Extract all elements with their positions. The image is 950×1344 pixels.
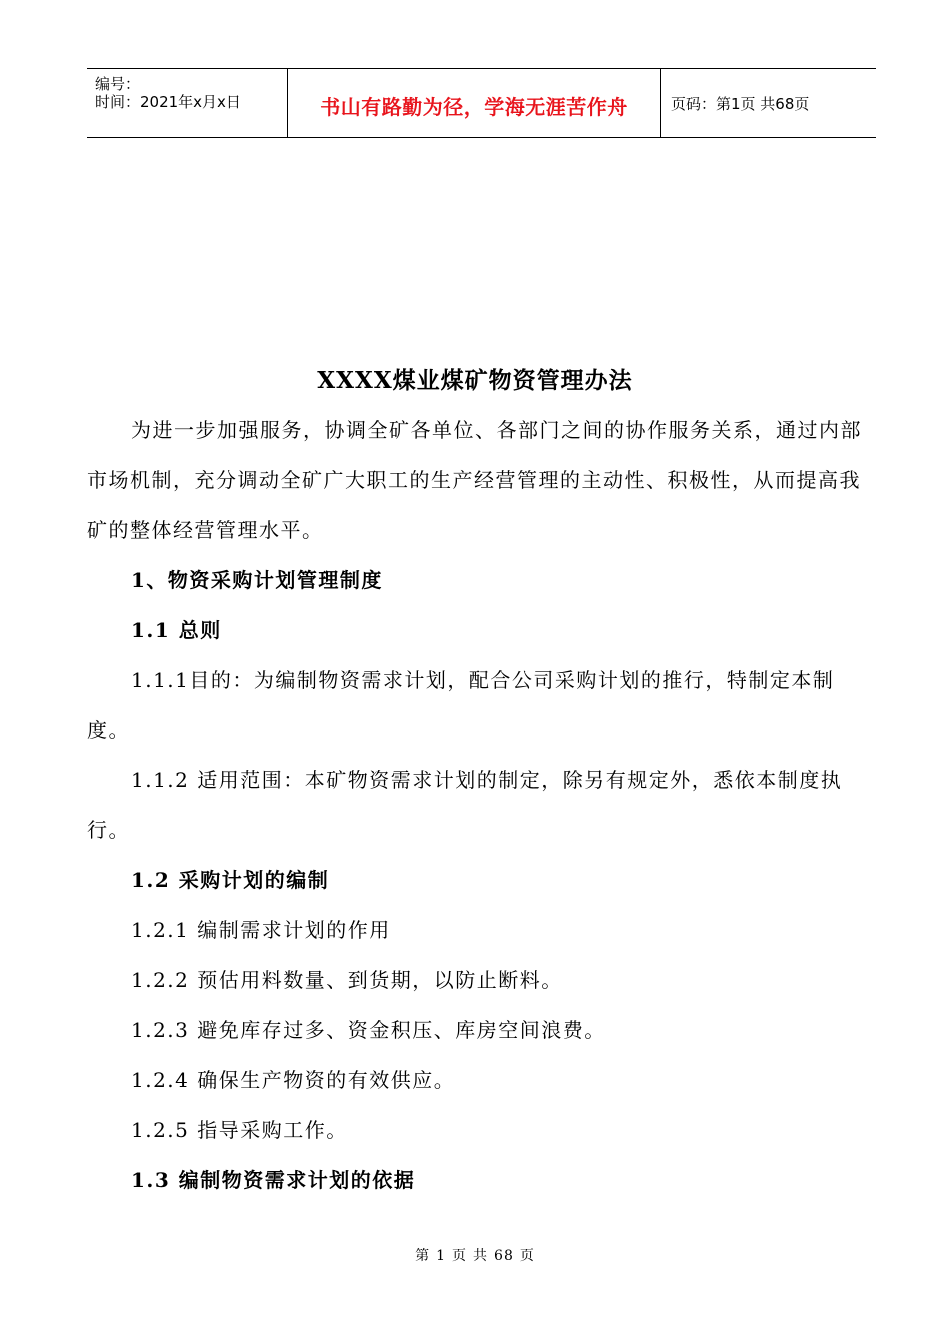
page-footer	[0, 1245, 950, 1265]
section-1-1-heading: 1.1 总则	[131, 618, 222, 642]
footer-gong: 共	[473, 1248, 489, 1264]
section-1-heading: 1、物资采购计划管理制度	[131, 568, 383, 592]
paragraph-1-1-1: 1.1.1目的：为编制物资需求计划，配合公司采购计划的推行，特制定本制度。	[87, 668, 835, 742]
header-page-cell	[661, 69, 876, 137]
time-label: 时间：2021年x月x日	[95, 93, 241, 111]
footer-page-number: 1	[436, 1248, 447, 1264]
header-motto-cell	[288, 69, 661, 137]
intro-paragraph: 为进一步加强服务，协调全矿各单位、各部门之间的协作服务关系，通过内部市场机制，充分调动全矿广大职工的生产经营管理的主动性、积极性，从而提高我矿的整体经营管理水平。	[87, 418, 862, 542]
paragraph-1-2-3: 1.2.3 避免库存过多、资金积压、库房空间浪费。	[131, 1018, 606, 1042]
footer-ye: 页	[452, 1248, 468, 1264]
paragraph-1-2-2: 1.2.2 预估用料数量、到货期，以防止断料。	[131, 968, 563, 992]
document-title: XXXX煤业煤矿物资管理办法	[317, 367, 633, 394]
section-1-2-heading: 1.2 采购计划的编制	[131, 868, 330, 892]
paragraph-1-2-4: 1.2.4 确保生产物资的有效供应。	[131, 1068, 456, 1092]
paragraph-1-2-1: 1.2.1 编制需求计划的作用	[131, 918, 391, 942]
footer-ye-2: 页	[519, 1248, 535, 1264]
header-page-info: 页码：第1页 共68页	[671, 95, 810, 113]
footer-total-pages: 68	[494, 1248, 514, 1264]
motto-text: 书山有路勤为径，学海无涯苦作舟	[320, 95, 628, 119]
number-label: 编号：	[95, 75, 141, 93]
paragraph-1-1-2: 1.1.2 适用范围：本矿物资需求计划的制定，除另有规定外，悉依本制度执行。	[87, 768, 843, 842]
paragraph-1-2-5: 1.2.5 指导采购工作。	[131, 1118, 348, 1142]
header-meta-cell	[87, 69, 288, 137]
page-header	[87, 68, 876, 138]
section-1-3-heading: 1.3 编制物资需求计划的依据	[131, 1168, 416, 1192]
footer-di: 第	[415, 1248, 431, 1264]
